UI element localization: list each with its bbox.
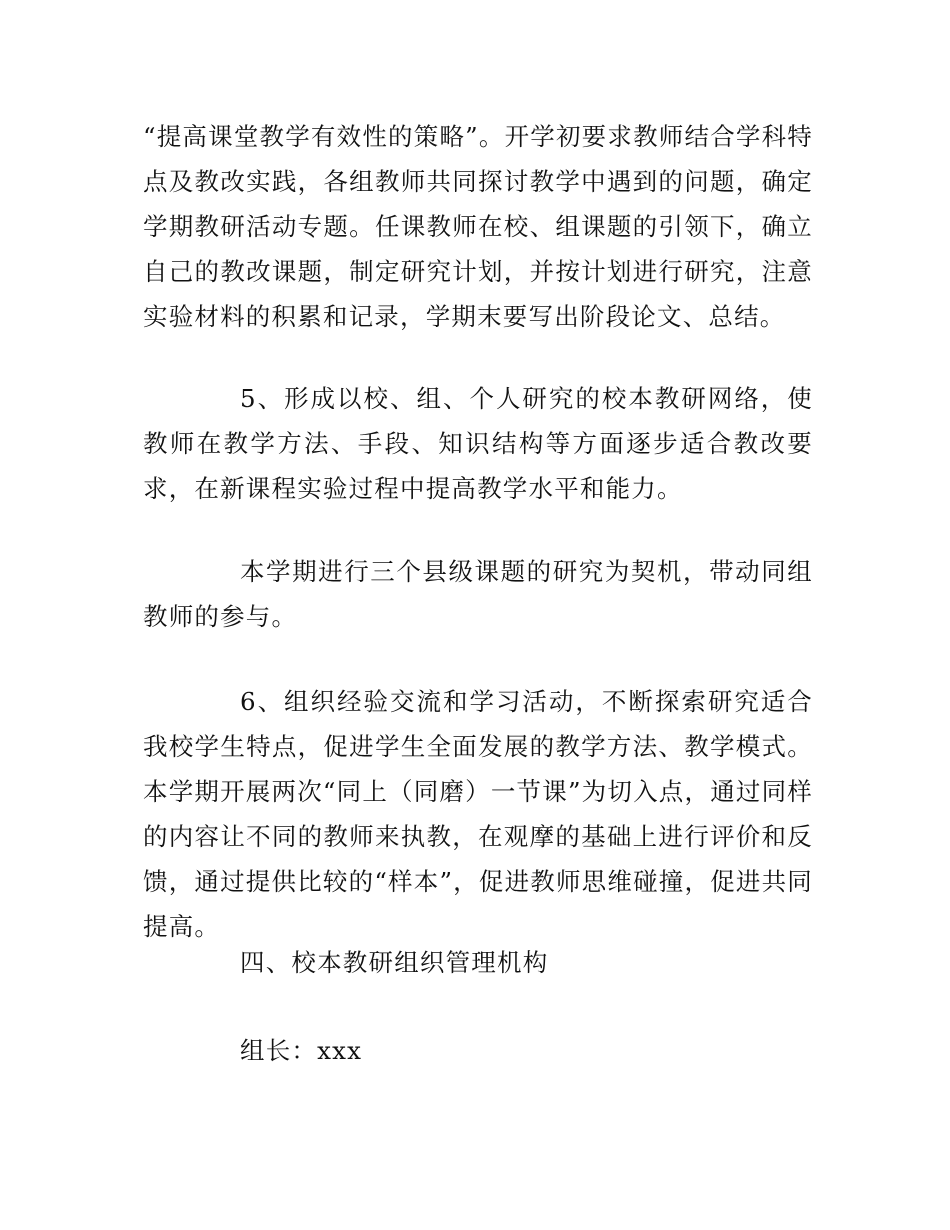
paragraph-research-strategy: “提高课堂教学有效性的策略”。开学初要求教师结合学科特点及教改实践，各组教师共同探讨教学中遇到的问题，确定学期教研活动专题。任课教师在校、组课题的引领下，确立自己的教改课题，制定研究计划，并按计划进行研究，注意实验材料的积累和记录，学期末要写出阶段论文、总结。 — [143, 122, 813, 331]
paragraph-county-projects: 本学期进行三个县级课题的研究为契机，带动同组教师的参与。 — [143, 557, 813, 631]
paragraph-item-6: 6、组织经验交流和学习活动，不断探索研究适合我校学生特点，促进学生全面发展的教学方法、教学模式。本学期开展两次“同上（同磨）一节课”为切入点，通过同样的内容让不同的教师来执教，在观摩的基础上进行评价和反馈，通过提供比较的“样本”，促进教师思维碰撞，促进共同提高。 — [143, 687, 813, 941]
group-leader-line: 组长：xxx — [240, 1036, 363, 1065]
paragraph-item-5: 5、形成以校、组、个人研究的校本教研网络，使教师在教学方法、手段、知识结构等方面逐步适合教改要求，在新课程实验过程中提高教学水平和能力。 — [143, 384, 813, 503]
section-heading-management: 四、校本教研组织管理机构 — [240, 948, 549, 977]
